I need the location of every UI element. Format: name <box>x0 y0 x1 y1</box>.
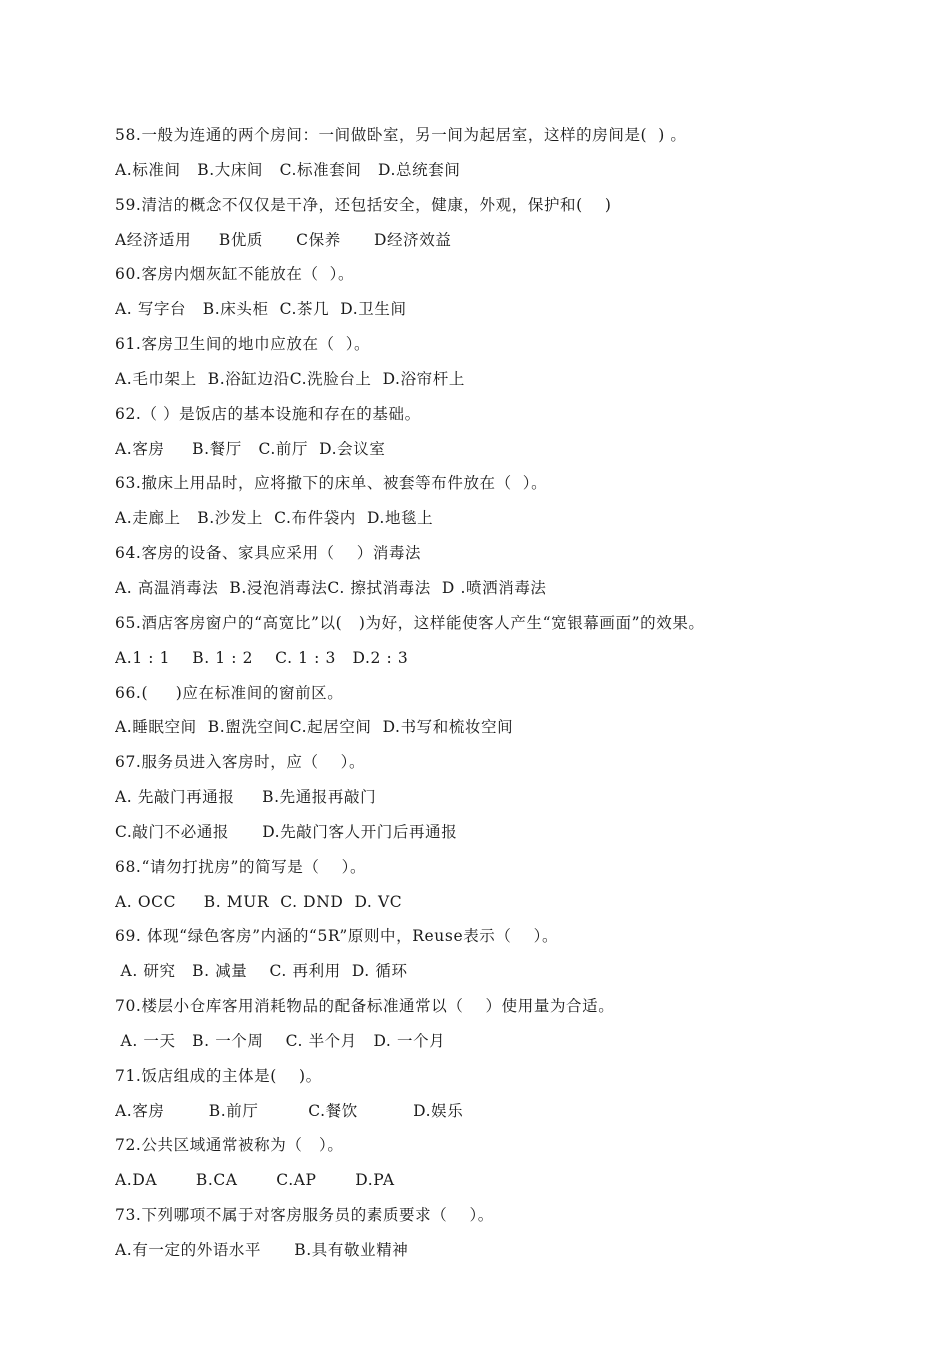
options-64: A. 高温消毒法 B.浸泡消毒法C. 擦拭消毒法 D .喷洒消毒法 <box>115 578 547 597</box>
question-71: 71.饭店组成的主体是( )。 <box>115 1066 322 1085</box>
options-66: A.睡眠空间 B.盥洗空间C.起居空间 D.书写和梳妆空间 <box>115 718 514 737</box>
options-63: A.走廊上 B.沙发上 C.布件袋内 D.地毯上 <box>115 509 434 528</box>
options-70: A. 一天 B. 一个周 C. 半个月 D. 一个月 <box>115 1031 446 1050</box>
question-62: 62.（ ）是饭店的基本设施和存在的基础。 <box>115 404 421 423</box>
question-70: 70.楼层小仓库客用消耗物品的配备标准通常以（ ）使用量为合适。 <box>115 997 615 1016</box>
question-63: 63.撤床上用品时，应将撤下的床单、被套等布件放在（ ）。 <box>115 474 548 493</box>
options-71: A.客房 B.前厅 C.餐饮 D.娱乐 <box>115 1101 464 1120</box>
options-67-a: A. 先敲门再通报 B.先通报再敲门 <box>115 788 377 807</box>
options-72: A.DA B.CA C.AP D.PA <box>115 1171 395 1190</box>
question-58: 58.一般为连通的两个房间：一间做卧室，另一间为起居室，这样的房间是( ) 。 <box>115 126 687 144</box>
question-66: 66.( )应在标准间的窗前区。 <box>115 683 344 702</box>
options-67-b: C.敲门不必通报 D.先敲门客人开门后再通报 <box>115 822 458 841</box>
options-65: A.1 : 1 B. 1 : 2 C. 1 : 3 D.2 : 3 <box>115 648 409 667</box>
options-59: A经济适用 B优质 C保养 D经济效益 <box>115 230 452 249</box>
options-58: A.标准间 B.大床间 C.标准套间 D.总统套间 <box>115 160 461 179</box>
options-69: A. 研究 B. 减量 C. 再利用 D. 循环 <box>115 962 408 981</box>
question-61: 61.客房卫生间的地巾应放在（ ）。 <box>115 335 371 354</box>
options-62: A.客房 B.餐厅 C.前厅 D.会议室 <box>115 439 386 458</box>
question-65: 65.酒店客房窗户的“高宽比”以( )为好，这样能使客人产生“宽银幕画面”的效果。 <box>115 613 705 632</box>
question-list <box>115 118 895 1268</box>
question-72: 72.公共区域通常被称为（ ）。 <box>115 1136 344 1155</box>
question-64: 64.客房的设备、家具应采用（ ）消毒法 <box>115 544 422 563</box>
options-73: A.有一定的外语水平 B.具有敬业精神 <box>115 1241 409 1259</box>
question-69: 69. 体现“绿色客房”内涵的“5R”原则中，Reuse表示（ ）。 <box>115 927 559 946</box>
question-60: 60.客房内烟灰缸不能放在（ ）。 <box>115 265 355 284</box>
question-73: 73.下列哪项不属于对客房服务员的素质要求（ ）。 <box>115 1206 494 1225</box>
question-67: 67.服务员进入客房时，应（ ）。 <box>115 753 366 772</box>
options-68: A. OCC B. MUR C. DND D. VC <box>115 892 403 911</box>
question-59: 59.清洁的概念不仅仅是干净，还包括安全，健康，外观，保护和( ) <box>115 195 612 214</box>
question-68: 68.“请勿打扰房”的简写是（ ）。 <box>115 857 367 876</box>
options-60: A. 写字台 B.床头柜 C.茶几 D.卫生间 <box>115 300 407 319</box>
options-61: A.毛巾架上 B.浴缸边沿C.洗脸台上 D.浴帘杆上 <box>115 369 465 388</box>
